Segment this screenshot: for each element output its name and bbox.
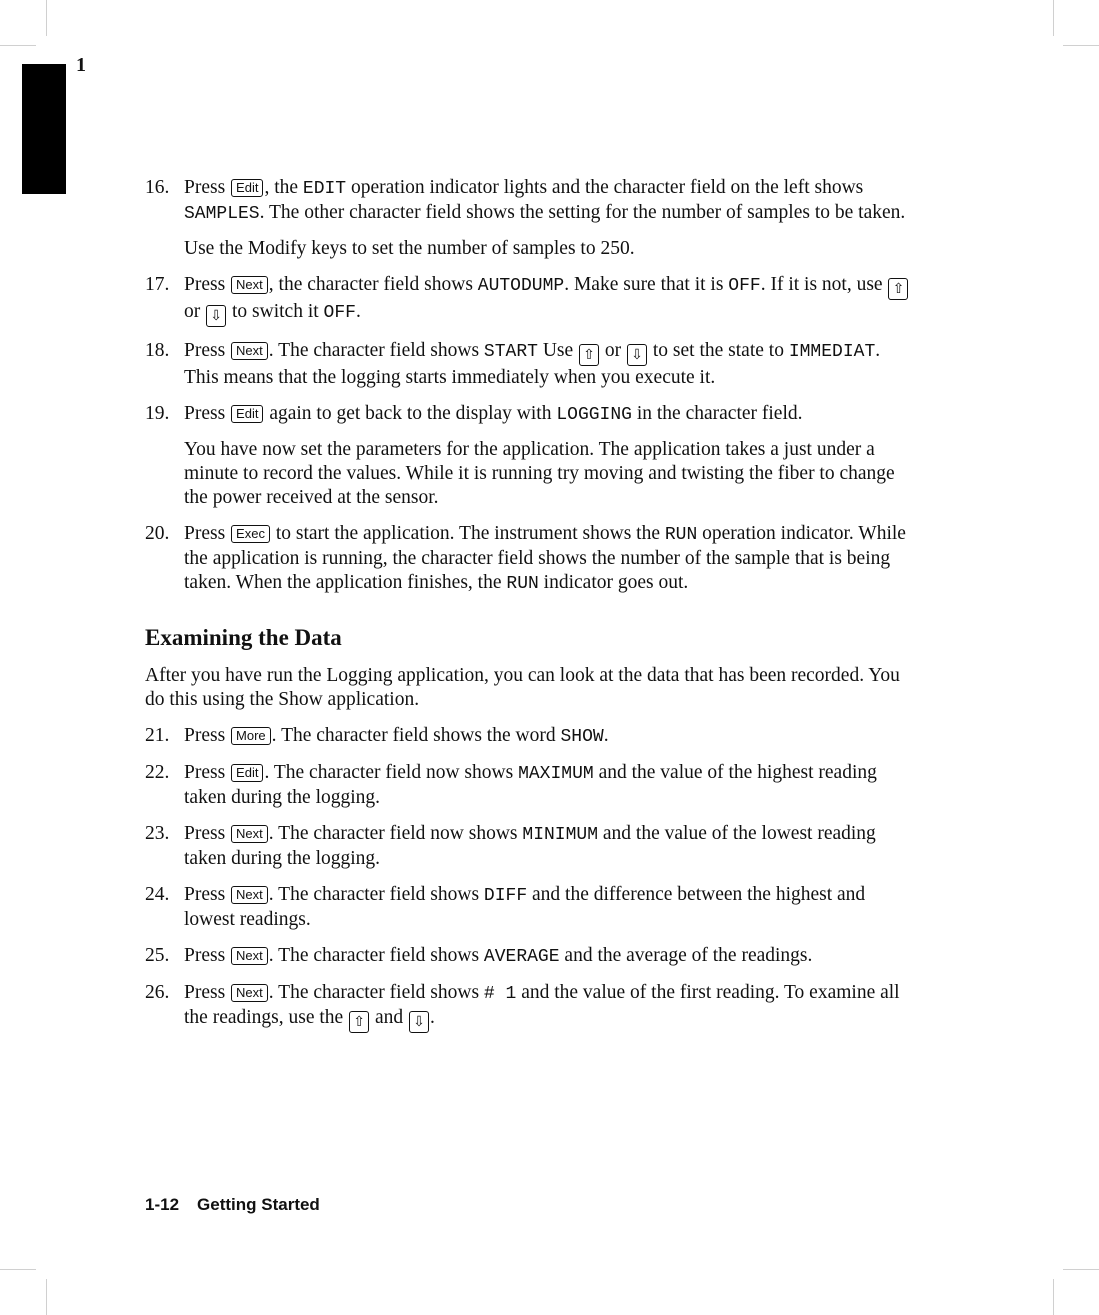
- edit-key: Edit: [231, 405, 263, 423]
- step-number: 20.: [145, 523, 170, 544]
- up-arrow-key-icon: ⇧: [349, 1011, 369, 1033]
- crop-mark: [1063, 1269, 1099, 1270]
- step-20: [145, 522, 915, 596]
- step-text: Press More . The character field shows the word SHOW.: [184, 725, 609, 747]
- down-arrow-key-icon: ⇩: [206, 305, 226, 327]
- crop-mark: [1063, 45, 1099, 46]
- section-heading: Examining the Data: [145, 625, 342, 650]
- step-16: [145, 176, 915, 261]
- step-text: Press Next . The character field now shows MINIMUM and the value of the lowest reading taken during the logging.: [184, 823, 876, 869]
- step-number: 24.: [145, 884, 170, 905]
- step-23: [145, 822, 915, 871]
- step-text: Press Next . The character field shows # 1 and the value of the first reading. To examine all the readings, use the ⇧ and ⇩ .: [184, 981, 915, 1033]
- exec-key: Exec: [231, 525, 270, 543]
- next-key: Next: [231, 947, 268, 965]
- step-19: [145, 402, 915, 510]
- edit-key: Edit: [231, 764, 263, 782]
- more-key: More: [231, 727, 271, 745]
- section-intro: After you have run the Logging application, you can look at the data that has been recorded. You do this using the Show application.: [145, 665, 900, 710]
- step-text: Press Next . The character field shows DIFF and the difference between the highest and lowest readings.: [184, 884, 866, 930]
- step-24: [145, 883, 915, 932]
- next-key: Next: [231, 825, 268, 843]
- step-text: Press Edit . The character field now shows MAXIMUM and the value of the highest reading taken during the logging.: [184, 762, 877, 808]
- step-number: 23.: [145, 823, 170, 844]
- down-arrow-key-icon: ⇩: [627, 344, 647, 366]
- step-number: 26.: [145, 982, 170, 1003]
- step-number: 16.: [145, 177, 170, 198]
- crop-mark: [0, 1269, 36, 1270]
- up-arrow-key-icon: ⇧: [888, 278, 908, 300]
- crop-mark: [1053, 1279, 1054, 1315]
- crop-mark: [1053, 0, 1054, 36]
- step-text: Press Edit again to get back to the display with LOGGING in the character field.: [184, 403, 803, 425]
- page-number: 1-12: [145, 1195, 180, 1214]
- step-number: 18.: [145, 340, 170, 361]
- down-arrow-key-icon: ⇩: [409, 1011, 429, 1033]
- step-text: Press Next . The character field shows AVERAGE and the average of the readings.: [184, 945, 813, 967]
- crop-mark: [46, 0, 47, 36]
- step-number: 17.: [145, 274, 170, 295]
- step-number: 19.: [145, 403, 170, 424]
- footer-title: Getting Started: [197, 1195, 320, 1214]
- chapter-tab: [22, 64, 66, 194]
- next-key: Next: [231, 984, 268, 1002]
- edit-key: Edit: [231, 179, 263, 197]
- crop-mark: [0, 45, 36, 46]
- next-key: Next: [231, 342, 268, 360]
- step-note: Use the Modify keys to set the number of samples to 250.: [184, 238, 635, 259]
- chapter-number: 1: [76, 54, 86, 76]
- step-21: [145, 724, 915, 749]
- step-text: Press Next , the character field shows AUTODUMP. Make sure that it is OFF. If it is not, use ⇧ or ⇩ to switch it OFF.: [184, 273, 915, 327]
- step-25: [145, 944, 915, 969]
- step-note: You have now set the parameters for the application. The application takes a just under a minute to record the values. While it is running try moving and twisting the fiber to change the power received at the sensor.: [184, 439, 895, 508]
- step-18: [145, 339, 915, 390]
- page-content: [145, 176, 915, 1045]
- step-number: 21.: [145, 725, 170, 746]
- step-text: Press Next . The character field shows START Use ⇧ or ⇩ to set the state to IMMEDIAT. This means that the logging starts immediately when you execute it.: [184, 340, 881, 388]
- step-26: [145, 981, 915, 1033]
- step-text: Press Exec to start the application. The instrument shows the RUN operation indicator. While the application is running, the character field shows the number of the sample that is being taken. When the application finishes, the RUN indicator goes out.: [184, 523, 906, 594]
- next-key: Next: [231, 276, 268, 294]
- crop-mark: [46, 1279, 47, 1315]
- step-number: 25.: [145, 945, 170, 966]
- step-22: [145, 761, 915, 810]
- up-arrow-key-icon: ⇧: [579, 344, 599, 366]
- step-17: [145, 273, 915, 327]
- page-footer: [145, 1195, 320, 1215]
- step-number: 22.: [145, 762, 170, 783]
- step-text: Press Edit , the EDIT operation indicator lights and the character field on the left shows SAMPLES. The other character field shows the setting for the number of samples to be taken.: [184, 177, 906, 224]
- next-key: Next: [231, 886, 268, 904]
